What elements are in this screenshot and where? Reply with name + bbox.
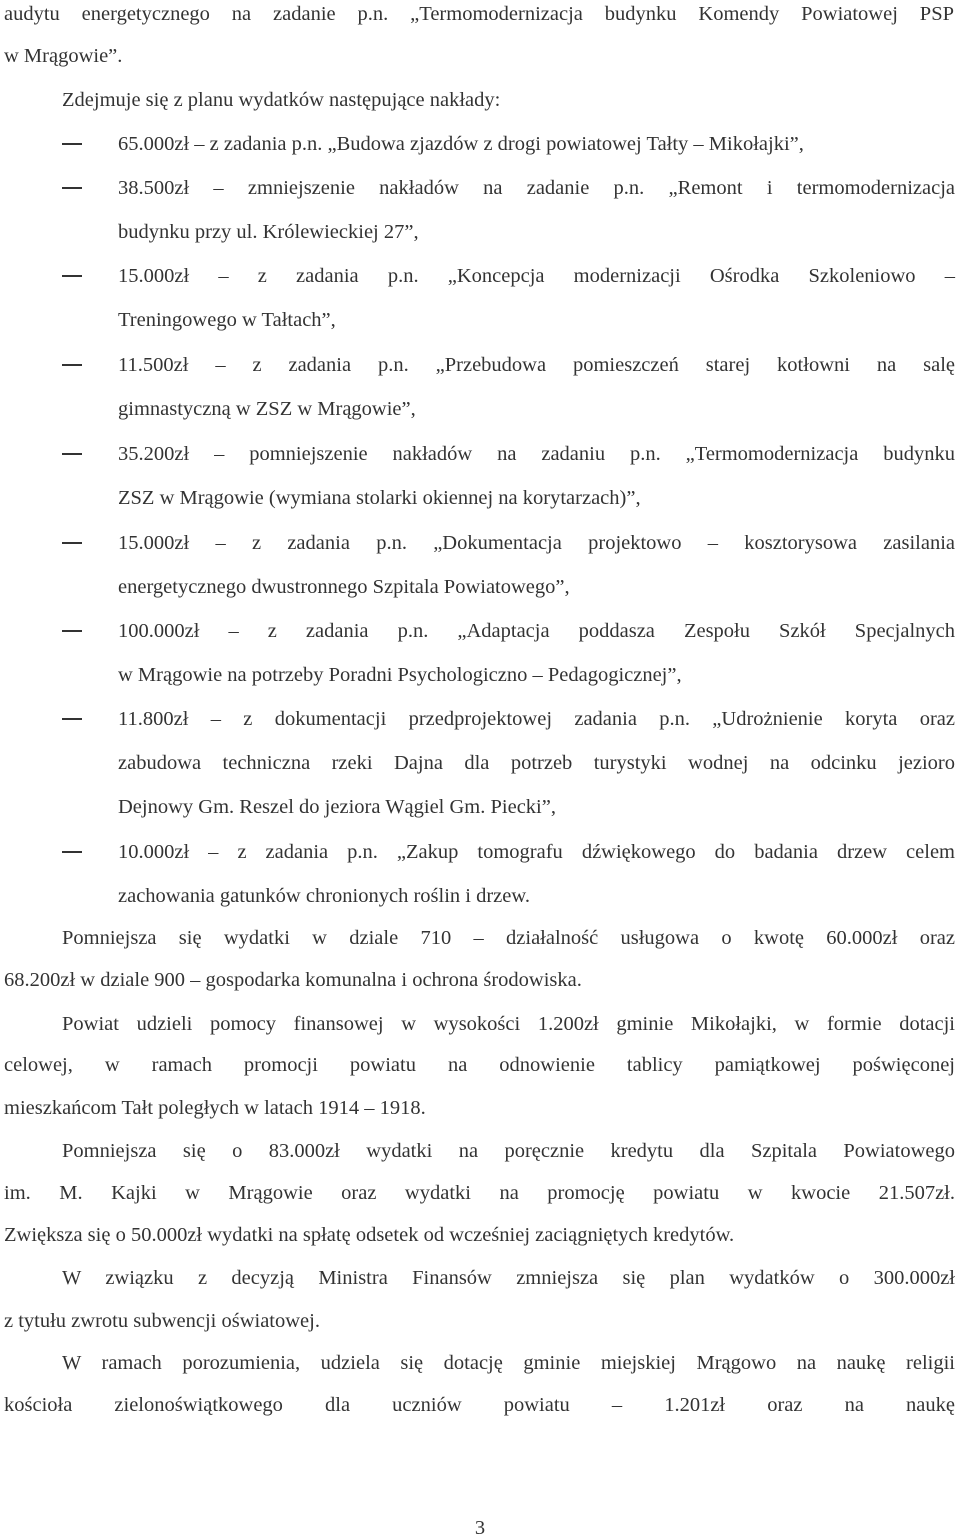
list-item-text: 35.200zł – pomniejszenie nakładów na zadaniu p.n. „Termomodernizacja budynku xyxy=(118,443,955,465)
paragraph-line: W ramach porozumienia, udziela się dotację gminie miejskiej Mrągowo na naukę religii xyxy=(62,1352,955,1374)
list-bullet-dash xyxy=(62,453,82,455)
paragraph-line: kościoła zielonoświątkowego dla uczniów powiatu – 1.201zł oraz na naukę xyxy=(4,1394,955,1416)
paragraph-line: celowej, w ramach promocji powiatu na odnowienie tablicy pamiątkowej poświęconej xyxy=(4,1054,955,1076)
list-bullet-dash xyxy=(62,187,82,189)
list-item-text: gimnastyczną w ZSZ w Mrągowie”, xyxy=(118,398,416,420)
list-item-text: zachowania gatunków chronionych roślin i drzew. xyxy=(118,885,530,907)
list-item-text: Dejnowy Gm. Reszel do jeziora Wągiel Gm. Piecki”, xyxy=(118,796,556,818)
paragraph-line: Powiat udzieli pomocy finansowej w wysokości 1.200zł gminie Mikołajki, w formie dotacji xyxy=(62,1013,955,1035)
paragraph-line: 68.200zł w dziale 900 – gospodarka komunalna i ochrona środowiska. xyxy=(4,969,582,991)
paragraph-line: Zwiększa się o 50.000zł wydatki na spłatę odsetek od wcześniej zaciągniętych kredytów. xyxy=(4,1224,735,1246)
list-bullet-dash xyxy=(62,851,82,853)
list-bullet-dash xyxy=(62,364,82,366)
list-bullet-dash xyxy=(62,275,82,277)
list-bullet-dash xyxy=(62,143,82,145)
list-item-text: zabudowa techniczna rzeki Dajna dla potrzeb turystyki wodnej na odcinku jezioro xyxy=(118,752,955,774)
intro-line: w Mrągowie”. xyxy=(4,45,123,67)
list-item-text: 10.000zł – z zadania p.n. „Zakup tomografu dźwiękowego do badania drzew celem xyxy=(118,841,955,863)
paragraph-line: im. M. Kajki w Mrągowie oraz wydatki na promocję powiatu w kwocie 21.507zł. xyxy=(4,1182,955,1204)
intro-line: audytu energetycznego na zadanie p.n. „Termomodernizacja budynku Komendy Powiatowej PSP xyxy=(4,3,954,25)
list-bullet-dash xyxy=(62,542,82,544)
list-item-text: 15.000zł – z zadania p.n. „Koncepcja modernizacji Ośrodka Szkoleniowo – xyxy=(118,265,955,287)
list-item-text: Treningowego w Tałtach”, xyxy=(118,309,336,331)
page-number: 3 xyxy=(474,1517,486,1539)
paragraph-line: mieszkańcom Tałt poległych w latach 1914 – 1918. xyxy=(4,1097,426,1119)
intro-line: Zdejmuje się z planu wydatków następujące nakłady: xyxy=(62,89,501,111)
list-item-text: 100.000zł – z zadania p.n. „Adaptacja poddasza Zespołu Szkół Specjalnych xyxy=(118,620,955,642)
list-item-text: ZSZ w Mrągowie (wymiana stolarki okiennej na korytarzach)”, xyxy=(118,487,641,509)
list-bullet-dash xyxy=(62,718,82,720)
paragraph-line: z tytułu zwrotu subwencji oświatowej. xyxy=(4,1310,320,1332)
list-item-text: 38.500zł – zmniejszenie nakładów na zadanie p.n. „Remont i termomodernizacja xyxy=(118,177,955,199)
list-item-text: 11.500zł – z zadania p.n. „Przebudowa pomieszczeń starej kotłowni na salę xyxy=(118,354,955,376)
paragraph-line: Pomniejsza się wydatki w dziale 710 – działalność usługowa o kwotę 60.000zł oraz xyxy=(62,927,955,949)
list-item-text: energetycznego dwustronnego Szpitala Powiatowego”, xyxy=(118,576,570,598)
paragraph-line: Pomniejsza się o 83.000zł wydatki na poręcznie kredytu dla Szpitala Powiatowego xyxy=(62,1140,955,1162)
list-item-text: 15.000zł – z zadania p.n. „Dokumentacja projektowo – kosztorysowa zasilania xyxy=(118,532,955,554)
paragraph-line: W związku z decyzją Ministra Finansów zmniejsza się plan wydatków o 300.000zł xyxy=(62,1267,955,1289)
list-bullet-dash xyxy=(62,630,82,632)
list-item-text: w Mrągowie na potrzeby Poradni Psychologiczno – Pedagogicznej”, xyxy=(118,664,682,686)
list-item-text: 65.000zł – z zadania p.n. „Budowa zjazdów z drogi powiatowej Tałty – Mikołajki”, xyxy=(118,133,804,155)
list-item-text: budynku przy ul. Królewieckiej 27”, xyxy=(118,221,419,243)
list-item-text: 11.800zł – z dokumentacji przedprojektowej zadania p.n. „Udrożnienie koryta oraz xyxy=(118,708,955,730)
